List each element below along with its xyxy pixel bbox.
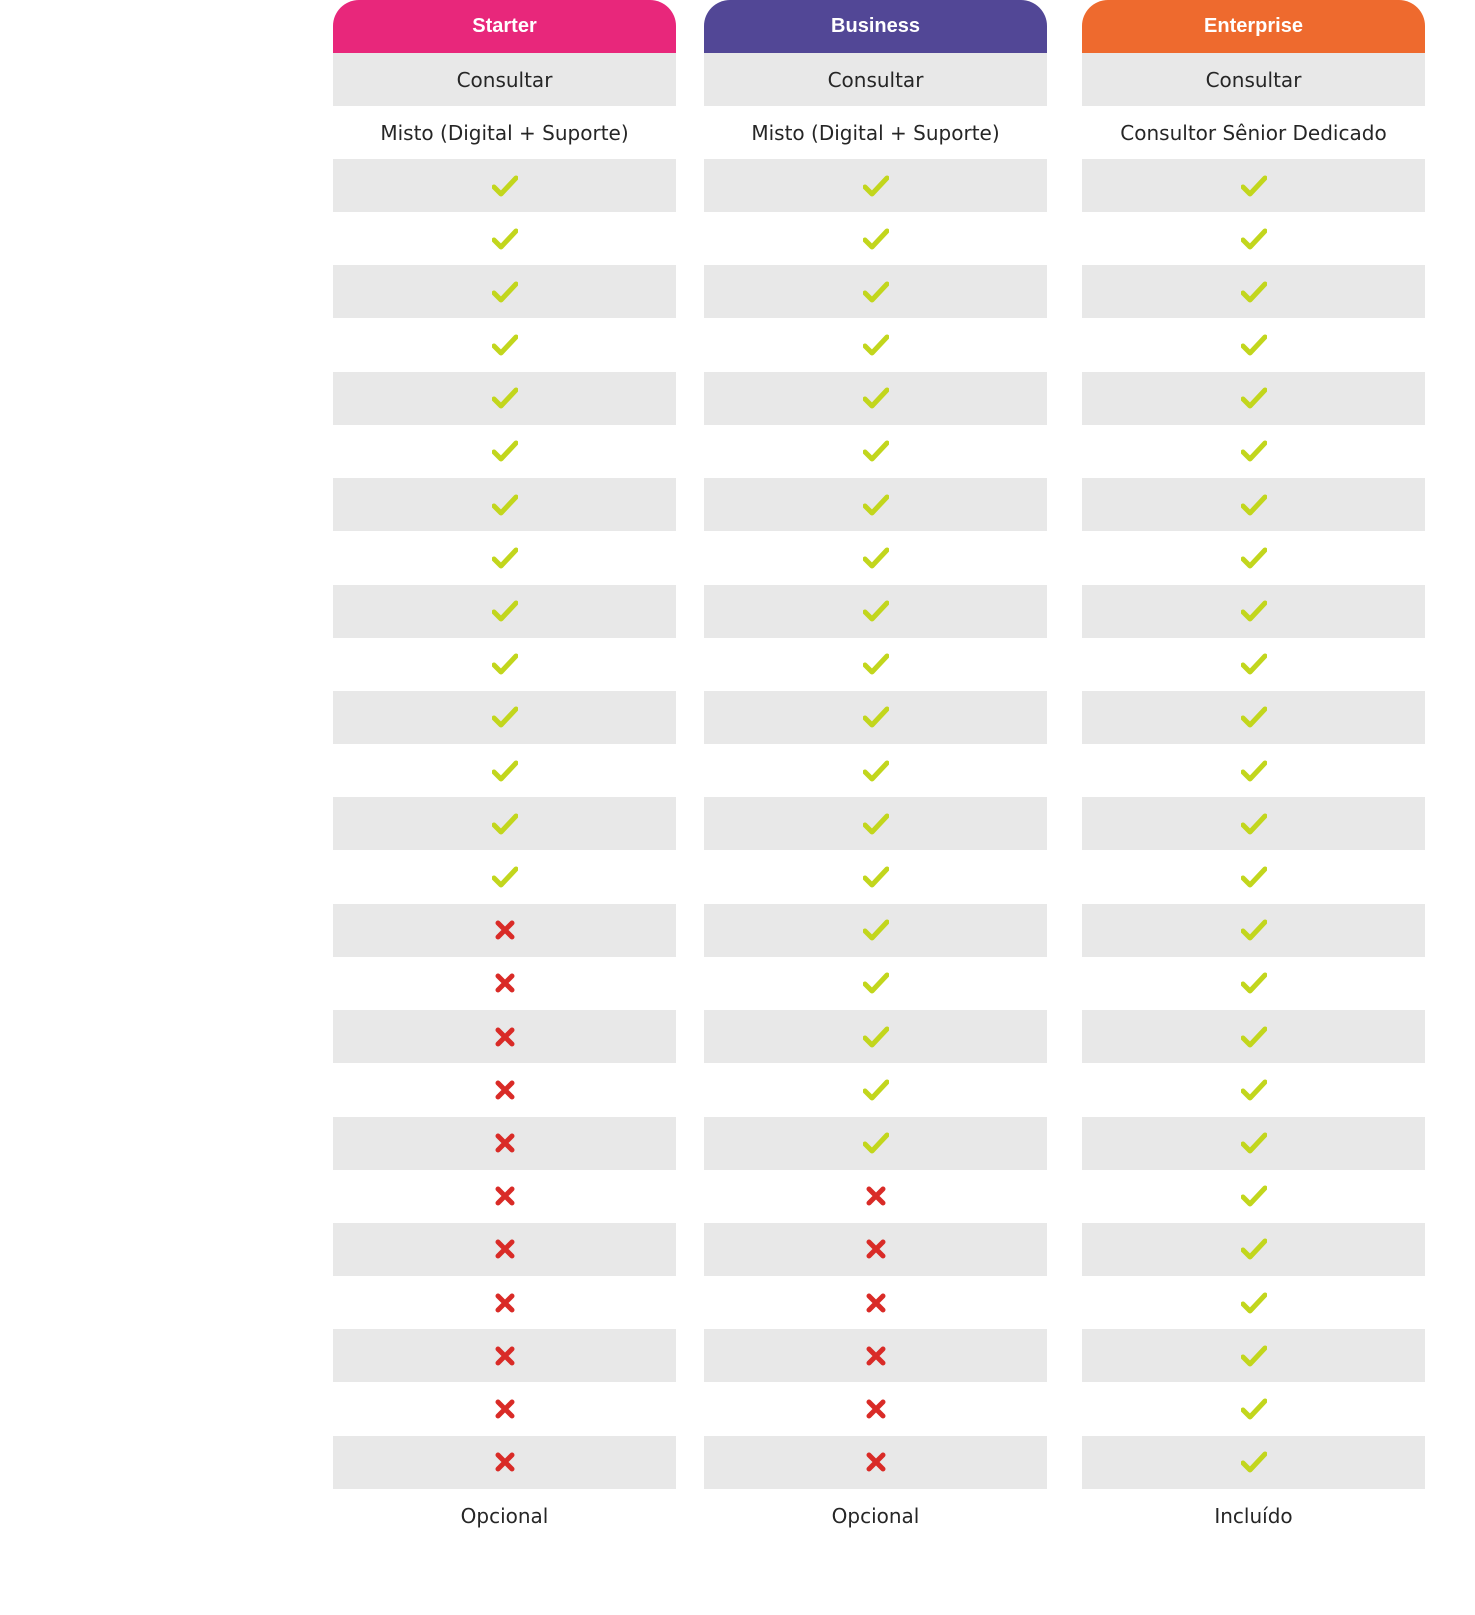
feature-row xyxy=(333,1223,676,1276)
plan-price: Consultar xyxy=(333,53,676,106)
feature-row xyxy=(704,744,1047,797)
feature-row xyxy=(704,372,1047,425)
check-icon xyxy=(1241,494,1267,516)
cross-icon xyxy=(495,1027,515,1047)
check-icon xyxy=(863,813,889,835)
check-icon xyxy=(1241,706,1267,728)
feature-row xyxy=(704,212,1047,265)
plan-header-enterprise: Enterprise xyxy=(1082,0,1425,53)
plan-price: Consultar xyxy=(704,53,1047,106)
feature-row xyxy=(704,797,1047,850)
check-icon xyxy=(492,653,518,675)
feature-row xyxy=(333,372,676,425)
check-icon xyxy=(492,866,518,888)
plan-support-type: Misto (Digital + Suporte) xyxy=(751,120,1000,145)
feature-row xyxy=(704,1223,1047,1276)
feature-row xyxy=(1082,1329,1425,1382)
feature-row xyxy=(333,797,676,850)
feature-row xyxy=(333,744,676,797)
check-icon xyxy=(492,706,518,728)
check-icon xyxy=(1241,972,1267,994)
check-icon xyxy=(863,866,889,888)
feature-row xyxy=(333,904,676,957)
check-icon xyxy=(492,547,518,569)
feature-row xyxy=(1082,1276,1425,1329)
feature-row xyxy=(333,585,676,638)
plan-column-starter xyxy=(333,0,676,1543)
check-icon xyxy=(492,387,518,409)
feature-row xyxy=(704,318,1047,371)
check-icon xyxy=(863,387,889,409)
check-icon xyxy=(492,813,518,835)
feature-row xyxy=(1082,1223,1425,1276)
feature-row xyxy=(1082,904,1425,957)
cross-icon xyxy=(495,1133,515,1153)
feature-row xyxy=(1082,1010,1425,1063)
cross-icon xyxy=(495,920,515,940)
check-icon xyxy=(492,175,518,197)
feature-row xyxy=(1082,797,1425,850)
cross-icon xyxy=(866,1452,886,1472)
feature-row xyxy=(1082,159,1425,212)
feature-row xyxy=(1082,318,1425,371)
check-icon xyxy=(1241,1238,1267,1260)
check-icon xyxy=(1241,653,1267,675)
check-icon xyxy=(1241,1398,1267,1420)
feature-row xyxy=(704,1382,1047,1435)
check-icon xyxy=(863,228,889,250)
feature-row xyxy=(704,478,1047,531)
feature-row xyxy=(704,1329,1047,1382)
check-icon xyxy=(1241,1345,1267,1367)
plan-column-enterprise xyxy=(1082,0,1425,1543)
feature-row xyxy=(333,1117,676,1170)
feature-row xyxy=(1082,372,1425,425)
feature-row xyxy=(704,585,1047,638)
feature-row xyxy=(1082,850,1425,903)
check-icon xyxy=(492,281,518,303)
check-icon xyxy=(863,600,889,622)
check-icon xyxy=(863,1132,889,1154)
check-icon xyxy=(1241,760,1267,782)
cross-icon xyxy=(866,1239,886,1259)
feature-row xyxy=(704,638,1047,691)
feature-row xyxy=(1082,1117,1425,1170)
feature-row xyxy=(333,1329,676,1382)
feature-row xyxy=(333,1276,676,1329)
check-icon xyxy=(1241,1026,1267,1048)
feature-row xyxy=(704,850,1047,903)
feature-row xyxy=(704,904,1047,957)
check-icon xyxy=(1241,1185,1267,1207)
feature-row xyxy=(333,159,676,212)
check-icon xyxy=(863,919,889,941)
feature-row xyxy=(333,212,676,265)
feature-row xyxy=(704,531,1047,584)
cross-icon xyxy=(866,1399,886,1419)
check-icon xyxy=(1241,281,1267,303)
feature-row xyxy=(333,691,676,744)
feature-row xyxy=(1082,585,1425,638)
check-icon xyxy=(1241,600,1267,622)
feature-row xyxy=(704,1436,1047,1489)
check-icon xyxy=(1241,813,1267,835)
feature-row xyxy=(704,1117,1047,1170)
plan-footer-value: Opcional xyxy=(831,1503,920,1528)
plan-column-business xyxy=(704,0,1047,1543)
feature-row xyxy=(704,957,1047,1010)
check-icon xyxy=(1241,1079,1267,1101)
check-icon xyxy=(863,653,889,675)
feature-row xyxy=(333,531,676,584)
feature-row xyxy=(1082,1382,1425,1435)
cross-icon xyxy=(495,1080,515,1100)
feature-row xyxy=(333,1170,676,1223)
feature-row xyxy=(1082,425,1425,478)
check-icon xyxy=(1241,547,1267,569)
check-icon xyxy=(1241,334,1267,356)
check-icon xyxy=(863,334,889,356)
feature-row xyxy=(1082,1063,1425,1116)
check-icon xyxy=(1241,440,1267,462)
feature-row xyxy=(704,1170,1047,1223)
check-icon xyxy=(1241,919,1267,941)
check-icon xyxy=(492,600,518,622)
feature-row xyxy=(1082,212,1425,265)
feature-row xyxy=(704,1063,1047,1116)
feature-row xyxy=(704,159,1047,212)
cross-icon xyxy=(495,1452,515,1472)
feature-row xyxy=(333,318,676,371)
feature-row xyxy=(1082,478,1425,531)
check-icon xyxy=(863,494,889,516)
feature-row xyxy=(704,425,1047,478)
check-icon xyxy=(863,760,889,782)
plan-header-starter: Starter xyxy=(333,0,676,53)
check-icon xyxy=(863,547,889,569)
feature-row xyxy=(333,478,676,531)
check-icon xyxy=(1241,175,1267,197)
feature-row xyxy=(1082,957,1425,1010)
feature-row xyxy=(333,1382,676,1435)
check-icon xyxy=(1241,866,1267,888)
feature-row xyxy=(704,265,1047,318)
feature-row xyxy=(333,957,676,1010)
cross-icon xyxy=(495,1346,515,1366)
feature-row xyxy=(1082,744,1425,797)
check-icon xyxy=(863,972,889,994)
feature-row xyxy=(333,1063,676,1116)
feature-row xyxy=(704,1010,1047,1063)
check-icon xyxy=(1241,1451,1267,1473)
check-icon xyxy=(863,706,889,728)
check-icon xyxy=(492,494,518,516)
check-icon xyxy=(1241,1292,1267,1314)
feature-row xyxy=(333,1010,676,1063)
cross-icon xyxy=(495,1293,515,1313)
cross-icon xyxy=(495,1186,515,1206)
check-icon xyxy=(492,334,518,356)
check-icon xyxy=(863,281,889,303)
check-icon xyxy=(492,228,518,250)
check-icon xyxy=(863,1026,889,1048)
check-icon xyxy=(863,175,889,197)
feature-row xyxy=(333,265,676,318)
plan-header-business: Business xyxy=(704,0,1047,53)
check-icon xyxy=(492,760,518,782)
feature-row xyxy=(333,850,676,903)
cross-icon xyxy=(495,973,515,993)
cross-icon xyxy=(495,1239,515,1259)
feature-row xyxy=(1082,691,1425,744)
plan-support-type: Misto (Digital + Suporte) xyxy=(380,120,629,145)
check-icon xyxy=(492,440,518,462)
feature-row xyxy=(1082,531,1425,584)
check-icon xyxy=(1241,1132,1267,1154)
feature-row xyxy=(1082,265,1425,318)
plan-footer-value: Incluído xyxy=(1214,1503,1293,1528)
check-icon xyxy=(1241,387,1267,409)
feature-row xyxy=(333,638,676,691)
feature-row xyxy=(333,1436,676,1489)
plan-price: Consultar xyxy=(1082,53,1425,106)
feature-row xyxy=(1082,1170,1425,1223)
feature-row xyxy=(1082,638,1425,691)
feature-row xyxy=(1082,1436,1425,1489)
plan-support-type: Consultor Sênior Dedicado xyxy=(1120,120,1387,145)
check-icon xyxy=(863,440,889,462)
cross-icon xyxy=(866,1186,886,1206)
cross-icon xyxy=(866,1293,886,1313)
feature-row xyxy=(333,425,676,478)
plan-footer-value: Opcional xyxy=(460,1503,549,1528)
check-icon xyxy=(863,1079,889,1101)
feature-row xyxy=(704,691,1047,744)
check-icon xyxy=(1241,228,1267,250)
cross-icon xyxy=(495,1399,515,1419)
cross-icon xyxy=(866,1346,886,1366)
feature-row xyxy=(704,1276,1047,1329)
